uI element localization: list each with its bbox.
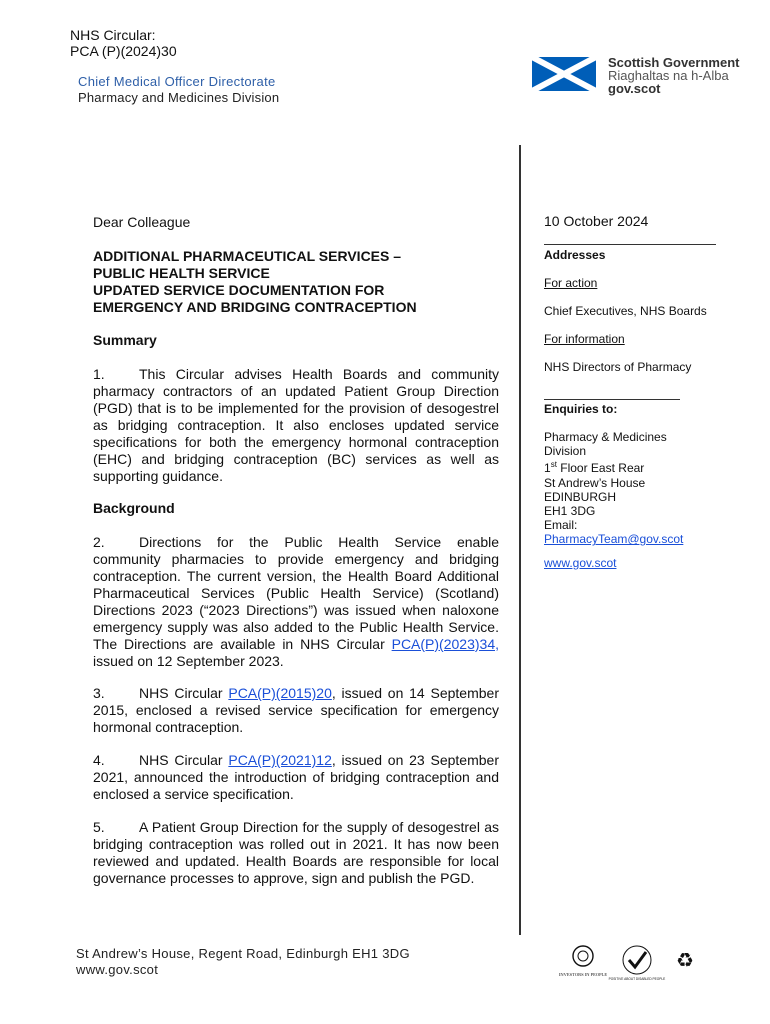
paragraph-3-text-b: , issued on 14 September 2015, enclosed a revised service specification for emergency hormonal contraception. (93, 685, 499, 735)
scottish-government-logo (532, 54, 752, 96)
paragraph-2 (93, 534, 499, 670)
circular-2021-12-link[interactable]: PCA(P)(2021)12 (228, 752, 332, 768)
footer-website: www.gov.scot (76, 962, 159, 977)
logo-text-url: gov.scot (608, 81, 661, 96)
svg-text:♻: ♻ (676, 948, 694, 972)
paragraph-2-number: 2. (93, 534, 105, 550)
title-line-4: EMERGENCY AND BRIDGING CONTRACEPTION (93, 299, 417, 315)
enquiries-divider (544, 399, 680, 400)
accreditation-badges (555, 940, 705, 982)
circular-line-1: NHS Circular: (70, 27, 156, 43)
paragraph-4-number: 4. (93, 752, 105, 768)
contact-line-1: Pharmacy & Medicines (544, 430, 667, 444)
contact-floor: 1st Floor East Rear (544, 460, 645, 476)
svg-text:POSITIVE ABOUT DISABLED PEOPLE: POSITIVE ABOUT DISABLED PEOPLE (608, 977, 666, 981)
logo-text-english: Scottish Government (608, 55, 740, 70)
contact-line-building: St Andrew’s House (544, 475, 646, 490)
title-line-3: UPDATED SERVICE DOCUMENTATION FOR (93, 282, 385, 298)
contact-line-city: EDINBURGH (544, 489, 617, 504)
paragraph-5 (93, 819, 499, 887)
logo-text-gaelic: Riaghaltas na h-Alba (608, 68, 729, 83)
email-link[interactable]: PharmacyTeam@gov.scot (544, 532, 684, 547)
footer-badges (555, 940, 705, 982)
contact-address (544, 430, 734, 547)
paragraph-4-text-a: NHS Circular (139, 752, 229, 768)
paragraph-3 (93, 685, 499, 736)
letter-date: 10 October 2024 (544, 213, 649, 229)
date-divider (544, 244, 716, 245)
paragraph-2-text-b: issued on 12 September 2023. (93, 653, 284, 669)
website-link[interactable]: www.gov.scot (544, 556, 617, 570)
division-name: Pharmacy and Medicines Division (78, 90, 280, 105)
paragraph-1 (93, 366, 499, 485)
paragraph-3-text-a: NHS Circular (139, 685, 229, 701)
circular-reference (70, 27, 177, 59)
for-information-value: NHS Directors of Pharmacy (544, 360, 692, 374)
paragraph-5-text: A Patient Group Direction for the supply of desogestrel as bridging contraception was rolled out in 2021. It has now been reviewed and updated. Health Boards are responsible for local governance processes to approve, sign and publish the PGD. (93, 819, 499, 886)
salutation: Dear Colleague (93, 214, 191, 230)
title-line-2: PUBLIC HEALTH SERVICE (93, 265, 270, 281)
contact-line-postcode: EH1 3DG (544, 504, 596, 519)
saltire-flag-icon (532, 57, 596, 91)
for-action-label: For action (544, 276, 598, 290)
contact-line-2: Division (544, 444, 587, 459)
contact-line-email-label: Email: (544, 518, 578, 533)
investors-in-people-icon (559, 946, 607, 977)
paragraph-1-number: 1. (93, 366, 105, 382)
circular-2015-20-link[interactable]: PCA(P)(2015)20 (228, 685, 332, 701)
directorate-name: Chief Medical Officer Directorate (78, 74, 276, 89)
circular-line-2: PCA (P)(2024)30 (70, 43, 177, 59)
disability-positive-icon (609, 946, 666, 981)
svg-text:INVESTORS IN PEOPLE: INVESTORS IN PEOPLE (558, 972, 608, 977)
footer-address: St Andrew’s House, Regent Road, Edinburgh EH1 3DG (76, 946, 410, 961)
column-divider (519, 145, 521, 935)
paragraph-2-text-a: Directions for the Public Health Service enable community pharmacies to provide emergency and bridging contraception. The current version, the Health Board Additional Pharmaceutical Services (Public Health Service) (Scotland) Directions 2023 (“2023 Directions”) was issued when naloxone emergency supply was also added to the Public Health Service. The Directions are available in NHS Circular (93, 534, 499, 652)
summary-heading: Summary (93, 332, 157, 348)
circular-2023-34-link[interactable]: PCA(P)(2023)34, (391, 636, 499, 652)
recycle-icon (676, 948, 694, 972)
paragraph-1-text: This Circular advises Health Boards and community pharmacy contractors of an updated Patient Group Direction (PGD) that is to be implemented for the provision of desogestrel as bridging contraception. It also encloses updated service specifications for both the emergency hormonal contraception (EHC) and bridging contraception (BC) services as well as supporting guidance. (93, 366, 499, 484)
paragraph-4-text-b: , issued on 23 September 2021, announced the introduction of bridging contraception and enclosed a service specification. (93, 752, 499, 802)
for-information-label: For information (544, 332, 625, 346)
enquiries-heading: Enquiries to: (544, 402, 618, 416)
addresses-heading: Addresses (544, 248, 606, 262)
title-line-1: ADDITIONAL PHARMACEUTICAL SERVICES – (93, 248, 402, 264)
letter-title (93, 248, 499, 316)
paragraph-3-number: 3. (93, 685, 105, 701)
for-action-value: Chief Executives, NHS Boards (544, 304, 707, 318)
background-heading: Background (93, 500, 175, 516)
paragraph-5-number: 5. (93, 819, 105, 835)
paragraph-4 (93, 752, 499, 803)
